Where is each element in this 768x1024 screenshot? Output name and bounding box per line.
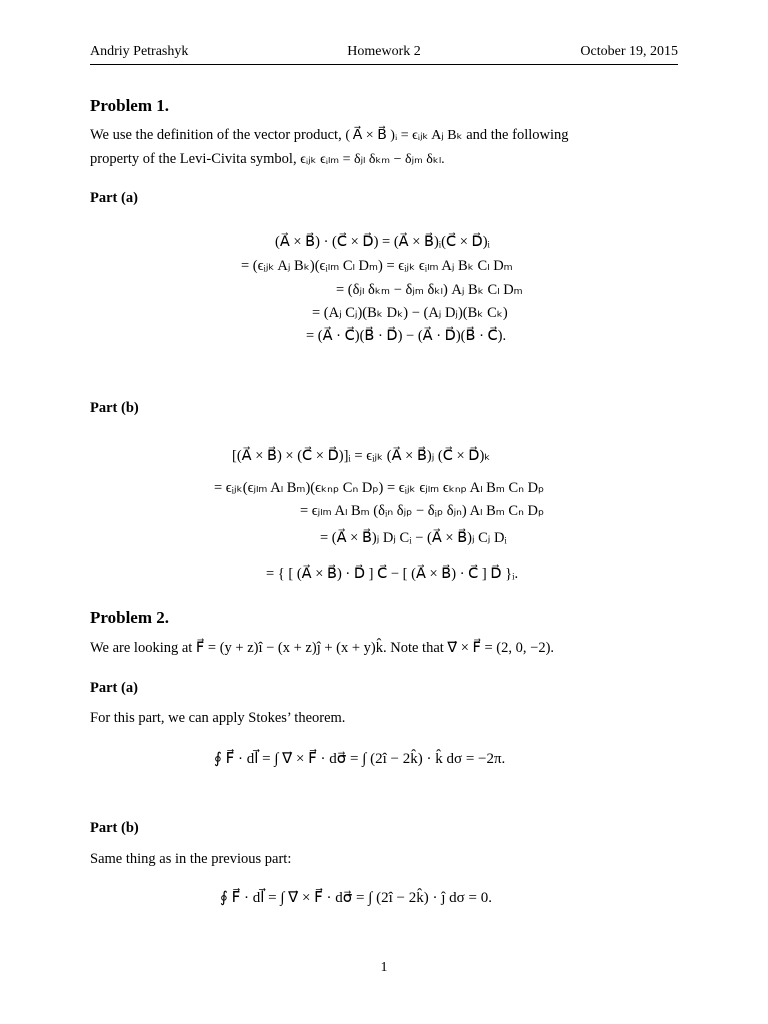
problem-1-intro-line-1 bbox=[90, 124, 690, 147]
problem-1-intro-math-b: ϵᵢⱼₖ ϵᵢₗₘ = δⱼₗ δₖₘ − δⱼₘ δₖₗ. bbox=[300, 152, 445, 167]
equation-line: [(A⃗ × B⃗) × (C⃗ × D⃗)]ᵢ = ϵᵢⱼₖ (A⃗ × B⃗)ⱼ (C⃗ × D⃗)ₖ bbox=[232, 448, 491, 464]
problem-1-intro-text-a: We use the definition of the vector product, bbox=[90, 127, 342, 143]
problem-1-part-a-label: Part (a) bbox=[90, 190, 138, 206]
equation-line: = (A⃗ × B⃗)ⱼ Dⱼ Cᵢ − (A⃗ × B⃗)ⱼ Cⱼ Dᵢ bbox=[320, 530, 507, 546]
problem-2-part-b-label: Part (b) bbox=[90, 820, 139, 836]
equation-line: ∮ F⃗ · dl⃗ = ∫ ∇⃗ × F⃗ · dσ⃗ = ∫ (2î − 2k̂) · k̂ dσ = −2π. bbox=[214, 751, 506, 767]
problem-1-intro-line-2 bbox=[90, 148, 690, 171]
header-date: October 19, 2015 bbox=[580, 44, 678, 59]
problem-1-heading: Problem 1. bbox=[90, 96, 170, 115]
equation-line: = (A⃗ · C⃗)(B⃗ · D⃗) − (A⃗ · D⃗)(B⃗ · C⃗). bbox=[306, 328, 507, 344]
problem-2-heading: Problem 2. bbox=[90, 608, 170, 627]
header-author: Andriy Petrashyk bbox=[90, 44, 189, 59]
equation-line: = { [ (A⃗ × B⃗) · D⃗ ] C⃗ − [ (A⃗ × B⃗) · C⃗ ] D⃗ }ᵢ. bbox=[266, 566, 519, 582]
problem-1-intro-math-a: ( A⃗ × B⃗ )ᵢ = ϵᵢⱼₖ Aⱼ Bₖ bbox=[345, 128, 463, 143]
equation-line: = (δⱼₗ δₖₘ − δⱼₘ δₖₗ) Aⱼ Bₖ Cₗ Dₘ bbox=[336, 282, 523, 298]
header-title: Homework 2 bbox=[347, 44, 421, 59]
page-header bbox=[90, 44, 678, 64]
problem-1-intro-text-b: and the following bbox=[466, 127, 569, 143]
equation-line: = (Aⱼ Cⱼ)(Bₖ Dₖ) − (Aⱼ Dⱼ)(Bₖ Cₖ) bbox=[312, 305, 508, 321]
equation-line: ∮ F⃗ · dl⃗ = ∫ ∇⃗ × F⃗ · dσ⃗ = ∫ (2î − 2k̂) · ĵ dσ = 0. bbox=[220, 890, 492, 906]
problem-1-part-b-label: Part (b) bbox=[90, 400, 139, 416]
equation-line: = (ϵᵢⱼₖ Aⱼ Bₖ)(ϵᵢₗₘ Cₗ Dₘ) = ϵᵢⱼₖ ϵᵢₗₘ Aⱼ Bₖ Cₗ Dₘ bbox=[241, 258, 513, 274]
equation-line: (A⃗ × B⃗) · (C⃗ × D⃗) = (A⃗ × B⃗)ᵢ(C⃗ × D⃗)ᵢ bbox=[275, 234, 490, 250]
problem-2-part-a-text: For this part, we can apply Stokes’ theorem. bbox=[90, 710, 346, 726]
equation-line: = ϵᵢⱼₖ(ϵⱼₗₘ Aₗ Bₘ)(ϵₖₙₚ Cₙ Dₚ) = ϵᵢⱼₖ ϵⱼₗₘ ϵₖₙₚ Aₗ Bₘ Cₙ Dₚ bbox=[214, 480, 545, 496]
page-number: 1 bbox=[380, 960, 388, 975]
problem-2-part-b-text: Same thing as in the previous part: bbox=[90, 851, 292, 867]
problem-1-intro-text-c: property of the Levi-Civita symbol, bbox=[90, 151, 297, 167]
equation-line: = ϵⱼₗₘ Aₗ Bₘ (δᵢₙ δⱼₚ − δᵢₚ δⱼₙ) Aₗ Bₘ Cₙ Dₚ bbox=[300, 503, 545, 519]
problem-2-part-a-label: Part (a) bbox=[90, 680, 138, 696]
problem-2-intro: We are looking at F⃗ = (y + z)î − (x + z)ĵ + (x + y)k̂. Note that ∇⃗ × F⃗ = (2, 0, −2). bbox=[90, 640, 555, 656]
header-rule bbox=[90, 64, 678, 65]
